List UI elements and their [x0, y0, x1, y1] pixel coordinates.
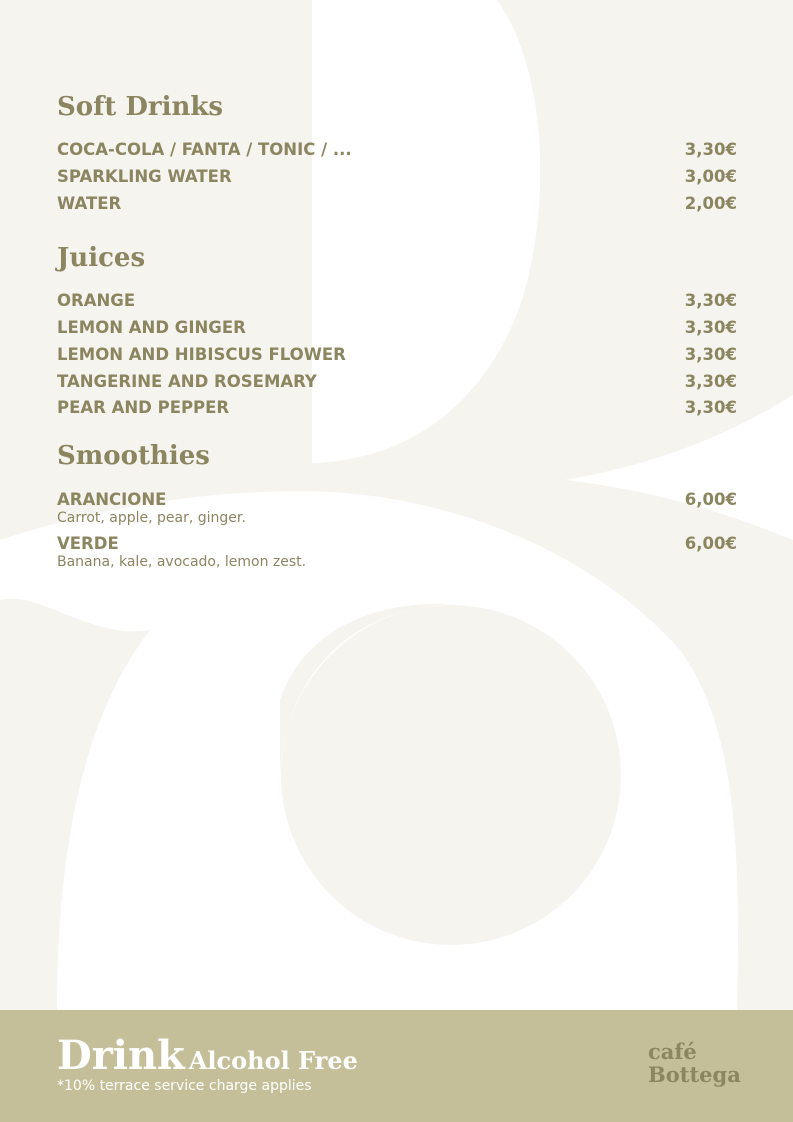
menu-item	[57, 167, 737, 189]
menu-item	[57, 194, 737, 216]
item-name: ORANGE	[57, 291, 136, 310]
item-price: 3,30€	[684, 345, 737, 364]
item-description: Banana, kale, avocado, lemon zest.	[57, 554, 307, 570]
footer-title	[57, 1032, 358, 1079]
footer-bar	[0, 1010, 793, 1122]
logo-line-1: café	[648, 1039, 697, 1064]
logo-line-2: Bottega	[648, 1062, 741, 1087]
menu-item	[57, 490, 737, 512]
item-name: WATER	[57, 194, 122, 213]
service-charge-note: *10% terrace service charge applies	[57, 1078, 312, 1094]
item-price: 3,30€	[684, 140, 737, 159]
item-description: Carrot, apple, pear, ginger.	[57, 510, 246, 526]
item-name: LEMON AND GINGER	[57, 318, 246, 337]
cafe-logo	[648, 1040, 741, 1086]
section-title-juices: Juices	[57, 243, 146, 273]
item-name: VERDE	[57, 534, 119, 553]
item-price: 6,00€	[684, 490, 737, 509]
item-price: 6,00€	[684, 534, 737, 553]
item-price: 3,30€	[684, 318, 737, 337]
item-name: TANGERINE AND ROSEMARY	[57, 372, 317, 391]
item-price: 3,30€	[684, 372, 737, 391]
menu-item	[57, 345, 737, 367]
menu-item	[57, 318, 737, 340]
menu-item	[57, 534, 737, 556]
item-price: 3,30€	[684, 291, 737, 310]
menu-item	[57, 372, 737, 394]
item-name: SPARKLING WATER	[57, 167, 232, 186]
item-price: 3,00€	[684, 167, 737, 186]
item-name: PEAR AND PEPPER	[57, 398, 230, 417]
item-name: ARANCIONE	[57, 490, 167, 509]
footer-title-sub: Alcohol Free	[188, 1046, 358, 1075]
menu-item	[57, 140, 737, 162]
section-title-soft-drinks: Soft Drinks	[57, 92, 224, 122]
item-name: COCA-COLA / FANTA / TONIC / ...	[57, 140, 352, 159]
footer-title-main: Drink	[57, 1032, 185, 1079]
menu-item	[57, 398, 737, 420]
section-title-smoothies: Smoothies	[57, 441, 210, 471]
item-price: 2,00€	[684, 194, 737, 213]
item-price: 3,30€	[684, 398, 737, 417]
menu-item	[57, 291, 737, 313]
item-name: LEMON AND HIBISCUS FLOWER	[57, 345, 346, 364]
